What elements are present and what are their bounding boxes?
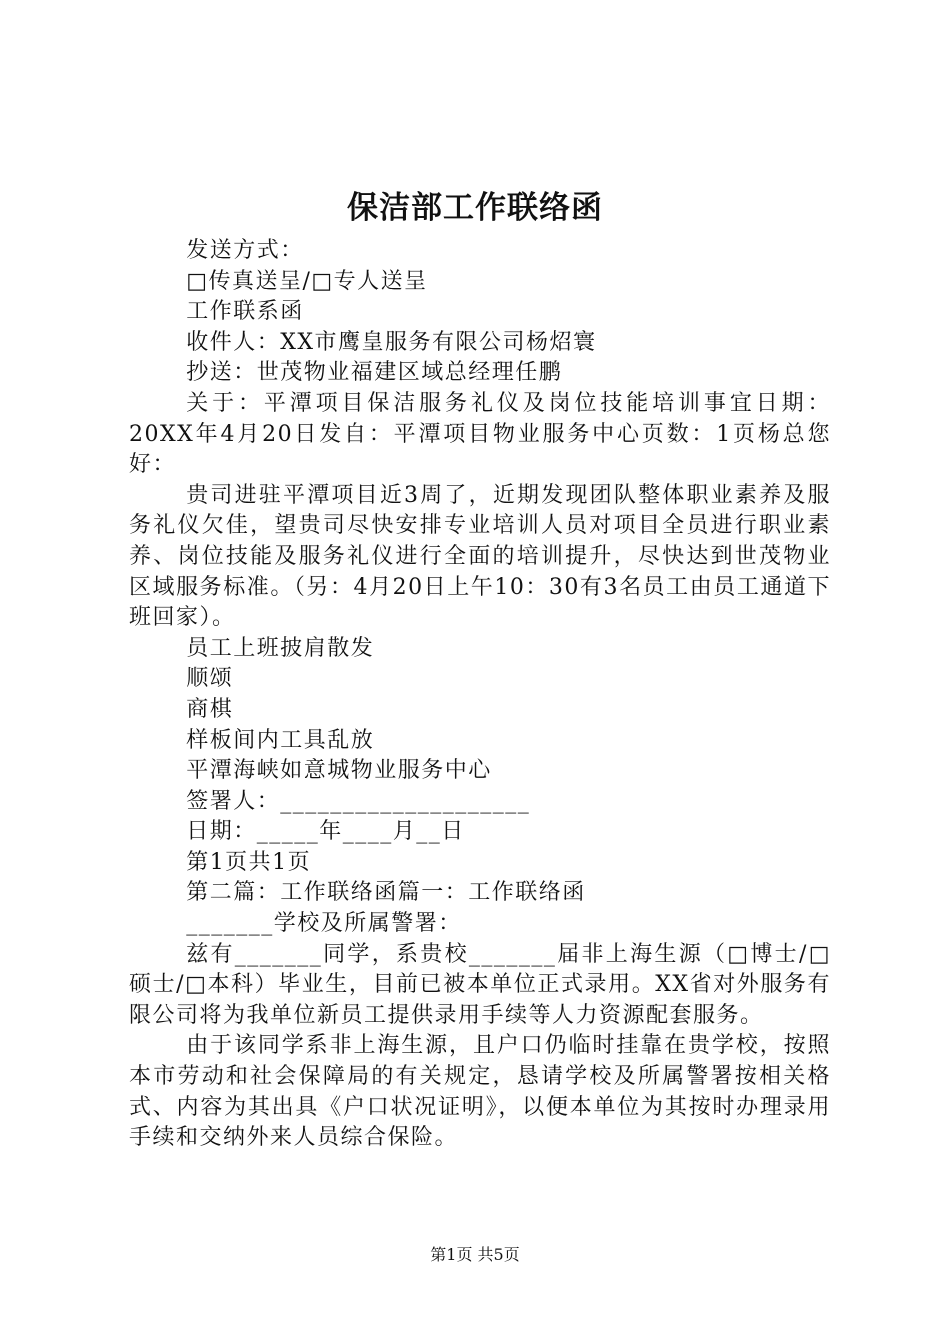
document-title: 保洁部工作联络函 [347,190,603,226]
closing-line: 商棋 [186,696,234,722]
date-line: 日期：_____年____月__日 [186,819,465,845]
signatory-line: 签署人：____________________ [186,788,531,814]
cc-line: 抄送：世茂物业福建区域总经理任鹏 [186,360,563,386]
body-paragraph: 由于该同学系非上海生源，且户口仍临时挂靠在贵学校，按照本市劳动和社会保障局的有关规定，恳请学校及所属警署按相关格式、内容为其出具《户口状况证明》，以便本单位为其按时办理录用手续和交纳外来人员综合保险。 [129,1033,831,1151]
body-paragraph: 兹有_______同学，系贵校_______届非上海生源（□博士/□硕士/□本科）毕业生，目前已被本单位正式录用。XX省对外服务有限公司将为我单位新员工提供录用手续等人力资源配套服务。 [129,941,831,1028]
recipient-line: 收件人：XX市鹰皇服务有限公司杨炤寰 [186,329,597,355]
page-footer: 第1页 共5页 [430,1245,520,1264]
main-paragraph: 贵司进驻平潭项目近3周了，近期发现团队整体职业素养及服务礼仪欠佳，望贵司尽快安排专业培训人员对项目全员进行职业素养、岗位技能及服务礼仪进行全面的培训提升，尽快达到世茂物业区域服务标准。（另：4月20日上午10：30有3名员工由员工通道下班回家）。 [129,482,831,631]
subject-line: 关于：平潭项目保洁服务礼仪及岗位技能培训事宜日期：20XX年4月20日发自：平潭项目物业服务中心页数：1页杨总您好： [129,390,831,478]
inner-page-count: 第1页共1页 [186,849,312,875]
issue-item: 样板间内工具乱放 [186,727,375,753]
letter-type: 工作联系函 [186,299,304,325]
closing-line: 顺颂 [186,666,234,692]
sender-organization: 平潭海峡如意城物业服务中心 [186,758,492,784]
send-method-options: □传真送呈/□专人送呈 [186,268,428,294]
send-method-label: 发送方式： [186,238,304,263]
issue-item: 员工上班披肩散发 [186,635,375,661]
salutation: _______学校及所属警署： [186,911,462,937]
document-body [129,236,831,1154]
section-heading: 第二篇：工作联络函篇一：工作联络函 [186,880,586,906]
